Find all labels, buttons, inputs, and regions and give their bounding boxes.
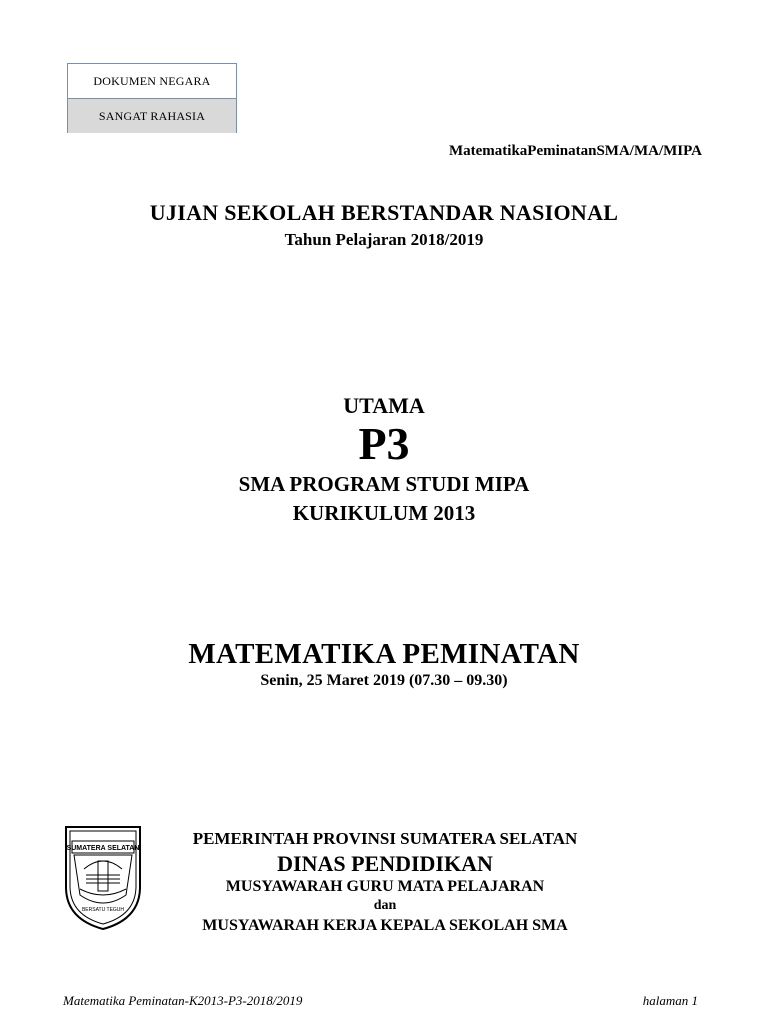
- exam-type: UTAMA: [343, 393, 425, 418]
- conjunction-line: dan: [373, 898, 397, 913]
- government-line: PEMERINTAH PROVINSI SUMATERA SELATAN: [192, 829, 578, 848]
- mgmp-line: MUSYAWARAH GURU MATA PELAJARAN: [225, 878, 545, 895]
- curriculum: KURIKULUM 2013: [292, 501, 476, 525]
- subject-code: MatematikaPeminatanSMA/MA/MIPA: [448, 143, 702, 159]
- footer-page-number: halaman 1: [642, 993, 698, 1008]
- subject-title: MATEMATIKA PEMINATAN: [188, 638, 580, 670]
- classification-bottom: SANGAT RAHASIA: [68, 99, 236, 133]
- classification-top: DOKUMEN NEGARA: [68, 64, 236, 99]
- academic-year: Tahun Pelajaran 2018/2019: [284, 230, 484, 249]
- mkks-line: MUSYAWARAH KERJA KEPALA SEKOLAH SMA: [202, 917, 568, 934]
- department-line: DINAS PENDIDIKAN: [277, 851, 493, 876]
- classification-box: [67, 63, 237, 133]
- province-emblem: [62, 823, 144, 931]
- svg-text:SUMATERA SELATAN: SUMATERA SELATAN: [66, 845, 140, 852]
- svg-text:BERSATU TEGUH: BERSATU TEGUH: [81, 907, 125, 913]
- footer-document-code: Matematika Peminatan-K2013-P3-2018/2019: [63, 993, 303, 1008]
- exam-title: UJIAN SEKOLAH BERSTANDAR NASIONAL: [149, 200, 619, 225]
- package-code: P3: [358, 418, 410, 469]
- study-program: SMA PROGRAM STUDI MIPA: [238, 472, 530, 496]
- exam-schedule: Senin, 25 Maret 2019 (07.30 – 09.30): [260, 672, 508, 689]
